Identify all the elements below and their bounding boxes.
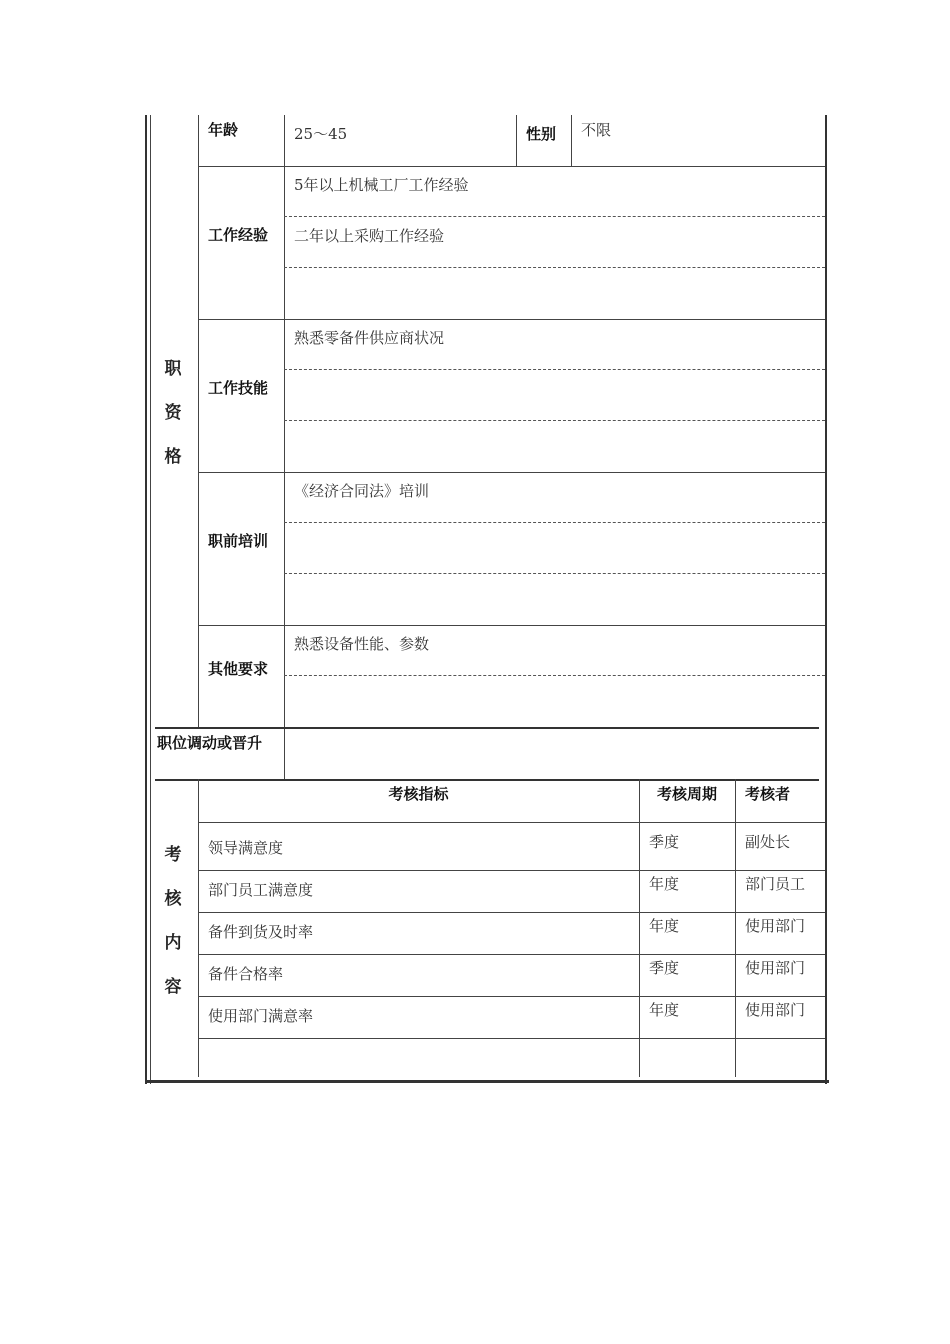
- row-line-skills: [198, 472, 825, 473]
- row-3-assessor: 使用部门: [745, 917, 806, 935]
- training-dash-2: [284, 573, 825, 574]
- row-3-period: 年度: [649, 917, 680, 935]
- assess-row-line-1: [198, 870, 825, 871]
- row-5-assessor: 使用部门: [745, 1001, 806, 1019]
- transfer-label: 职位调动或晋升: [157, 734, 263, 752]
- row-line-other: [155, 727, 819, 729]
- assessment-section-title: 考核内容: [164, 845, 182, 997]
- experience-dash-1: [284, 216, 825, 217]
- row-line-experience: [198, 319, 825, 320]
- skills-line-1: 熟悉零备件供应商状况: [294, 329, 445, 347]
- row-2-indicator: 部门员工满意度: [208, 881, 314, 899]
- assess-row-line-header: [198, 822, 825, 823]
- row-line-age: [198, 166, 825, 167]
- training-line-1: 《经济合同法》培训: [294, 482, 430, 500]
- gender-label: 性别: [526, 125, 557, 143]
- row-5-indicator: 使用部门满意率: [208, 1007, 314, 1025]
- row-4-indicator: 备件合格率: [208, 965, 284, 983]
- gender-value: 不限: [581, 121, 612, 139]
- header-indicator: 考核指标: [388, 785, 449, 803]
- header-assessor: 考核者: [745, 785, 791, 803]
- assess-row-line-4: [198, 996, 825, 997]
- assess-row-line-3: [198, 954, 825, 955]
- experience-dash-2: [284, 267, 825, 268]
- qual-col-line-1: [198, 115, 199, 727]
- training-label: 职前培训: [208, 532, 269, 550]
- outer-right-border: [825, 115, 827, 1084]
- row-2-period: 年度: [649, 875, 680, 893]
- assess-row-line-5: [198, 1038, 825, 1039]
- row-line-transfer: [155, 779, 819, 781]
- qualification-section-title: 职资格: [164, 359, 182, 467]
- assess-col-line-1: [198, 779, 199, 1077]
- qual-col-line-2: [284, 115, 285, 779]
- assess-col-line-3: [735, 779, 736, 1077]
- experience-line-2: 二年以上采购工作经验: [294, 227, 445, 245]
- other-dash-1: [284, 675, 825, 676]
- outer-bottom-border: [145, 1080, 829, 1083]
- skills-dash-2: [284, 420, 825, 421]
- row-1-assessor: 副处长: [745, 833, 791, 851]
- other-requirements-label: 其他要求: [208, 660, 269, 678]
- row-3-indicator: 备件到货及时率: [208, 923, 314, 941]
- row-1-indicator: 领导满意度: [208, 839, 284, 857]
- experience-line-1: 5年以上机械工厂工作经验: [294, 176, 469, 194]
- row-4-period: 季度: [649, 959, 680, 977]
- row-5-period: 年度: [649, 1001, 680, 1019]
- assess-row-line-2: [198, 912, 825, 913]
- age-gender-line-2: [571, 115, 572, 166]
- outer-left-border: [145, 115, 147, 1084]
- outer-left-inner-border: [150, 115, 151, 1084]
- assess-col-line-2: [639, 779, 640, 1077]
- header-period: 考核周期: [656, 785, 717, 803]
- row-1-period: 季度: [649, 833, 680, 851]
- skills-dash-1: [284, 369, 825, 370]
- row-4-assessor: 使用部门: [745, 959, 806, 977]
- experience-label: 工作经验: [208, 226, 269, 244]
- skills-label: 工作技能: [208, 379, 269, 397]
- row-2-assessor: 部门员工: [745, 875, 806, 893]
- age-gender-line-1: [516, 115, 517, 166]
- age-label: 年龄: [208, 121, 239, 139]
- age-value: 25～45: [294, 125, 348, 143]
- other-line-1: 熟悉设备性能、参数: [294, 635, 430, 653]
- row-line-training: [198, 625, 825, 626]
- training-dash-1: [284, 522, 825, 523]
- job-description-form: [145, 115, 829, 1084]
